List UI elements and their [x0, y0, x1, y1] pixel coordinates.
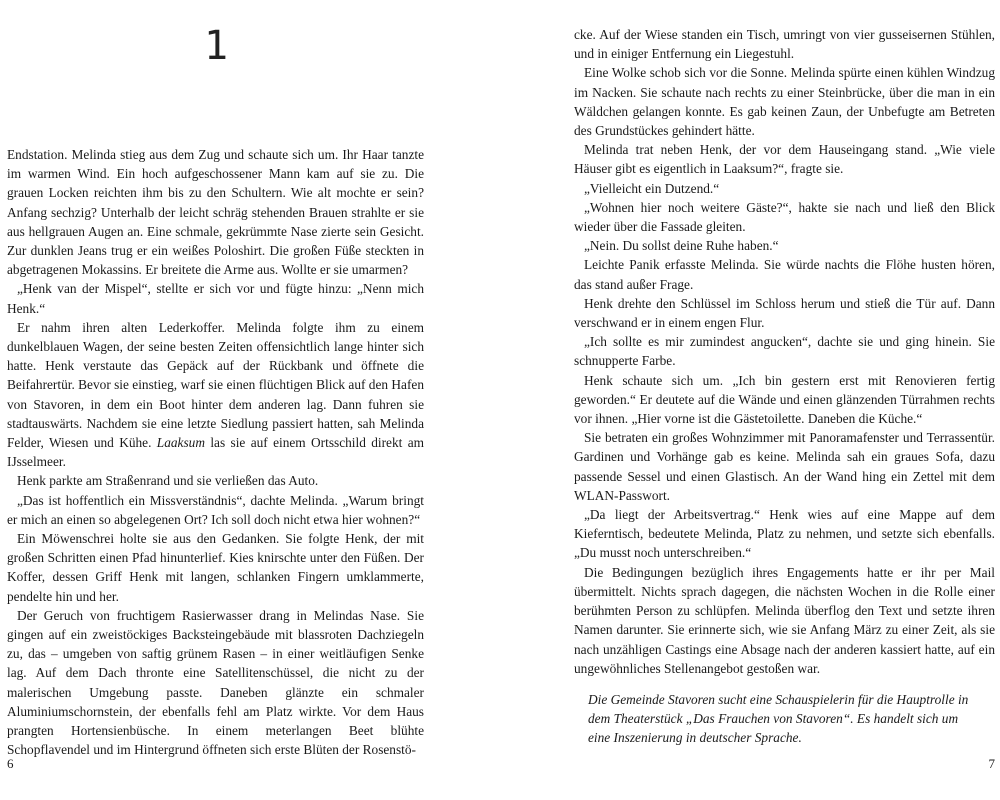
paragraph: Henk parkte am Straßenrand und sie verließen das Auto.	[17, 473, 319, 489]
left-text-column	[7, 145, 424, 760]
paragraph: cke. Auf der Wiese standen ein Tisch, umringt von vier gusseisernen Stühlen, und in einiger Entfernung ein Liegestuhl.	[574, 27, 995, 62]
paragraph: „Vielleicht ein Dutzend.“	[584, 180, 720, 196]
paragraph: „Wohnen hier noch weitere Gäste?“, hakte sie nach und ließ den Blick wieder über die Fassade gleiten.	[574, 199, 995, 235]
paragraph: Eine Wolke schob sich vor die Sonne. Melinda spürte einen kühlen Windzug im Nacken. Sie schaute nach rechts zu einer Steinbrücke, über die man in ein Wäldchen gelangen konnte. Es gab keinen Zaun, der Unbefugte am Betreten des Grundstückes gehindert hätte.	[574, 65, 995, 139]
paragraph	[7, 318, 424, 472]
paragraph: Henk schaute sich um. „Ich bin gestern erst mit Renovieren fertig geworden.“ Er deutete auf die Wände und einen glänzenden Türrahmen rechts vor ihnen. „Hier vorne ist die Gästetoilette. Daneben die Küche.“	[574, 372, 995, 427]
paragraph-text: Er nahm ihren alten Lederkoffer. Melinda folgte ihm zu einem dunkelblauen Wagen, der seine besten Zeiten offensichtlich lange hinter sich hatte. Henk verstaute das Gepäck auf der Rückbank und öffnete die Beifahrertür. Bevor sie einstieg, warf sie einen flüchtigen Blick auf den Hafen von Stavoren, in dem ein Boot hinter dem anderen lag. Dann fuhren sie stadtauswärts. Nachdem sie eine letzte Siedlung passiert hatten, sah Melinda Felder, Wiesen und Kühe.	[7, 319, 424, 451]
paragraph: „Henk van der Mispel“, stellte er sich vor und fügte hinzu: „Nenn mich Henk.“	[7, 281, 424, 316]
paragraph: Leichte Panik erfasste Melinda. Sie würde nachts die Flöhe husten hören, das stand außer Frage.	[574, 257, 995, 292]
place-name-italic: Laaksum	[156, 435, 205, 451]
paragraph-text-tail: las sie auf einem Ortsschild direkt am IJsselmeer.	[7, 435, 425, 470]
paragraph: „Ich sollte es mir zumindest angucken“, dachte sie und ging hinein. Sie schnupperte Farbe.	[574, 334, 995, 369]
right-page	[500, 0, 1000, 800]
paragraph: Melinda trat neben Henk, der vor dem Hauseingang stand. „Wie viele Häuser gibt es eigentlich in Laaksum?“, fragte sie.	[574, 142, 995, 177]
paragraph: Ein Möwenschrei holte sie aus den Gedanken. Sie folgte Henk, der mit großen Schritten einen Pfad hinunterlief. Kies knirschte unter den Füßen. Der Koffer, dessen Griff Henk mit langen, schlanken Fingern umklammerte, pendelte hin und her.	[7, 531, 424, 604]
job-advert-quote: Die Gemeinde Stavoren sucht eine Schauspielerin für die Hauptrolle in dem Theaterstück „Das Frauchen von Stavoren“. Es handelt sich um eine Inszenierung in deutscher Sprache.	[588, 691, 969, 746]
paragraph: Henk drehte den Schlüssel im Schloss herum und stieß die Tür auf. Dann verschwand er in einem engen Flur.	[574, 295, 995, 331]
paragraph: Sie betraten ein großes Wohnzimmer mit Panoramafenster und Terrassentür. Gardinen und Vorhänge gab es keine. Melinda sah ein graues Sofa, dazu passende Sessel und einen Glastisch. An der Wand hing ein Zettel mit dem WLAN-Passwort.	[574, 430, 995, 503]
paragraph: „Nein. Du sollst deine Ruhe haben.“	[584, 238, 779, 254]
paragraph: „Das ist hoffentlich ein Missverständnis“, dachte Melinda. „Warum bringt er mich an einen so abgelegenen Ort? Ich soll doch nicht etwa hier wohnen?“	[7, 492, 424, 527]
paragraph: Endstation. Melinda stieg aus dem Zug und schaute sich um. Ihr Haar tanzte im warmen Wind. Ein hoch aufgeschossener Mann kam auf sie zu. Die grauen Locken reichten ihm bis zu den Schultern. Wie alt mochte er sein? Anfang sechzig? Unterhalb der leicht schräg stehenden Brauen strahlte er sie aus hellgrauen Augen an. Eine schmale, gekrümmte Nase zierte sein Gesicht. Zur dunklen Jeans trug er ein weißes Poloshirt. Die großen Füße steckten in abgetragenen Mokassins. Er breitete die Arme aus. Wollte er sie umarmen?	[7, 147, 424, 278]
paragraph: Der Geruch von fruchtigem Rasierwasser drang in Melindas Nase. Sie gingen auf ein zweistöckiges Backsteingebäude mit blassroten Dachziegeln zu, das – umgeben von saftig grünem Rasen – in einer weitläufigen Senke lag. Auf dem Dach thronte eine Satellitenschüssel, die nicht zu der malerischen Umgebung passte. Daneben glänzte ein schmaler Aluminiumschornstein, der ebenfalls fehl am Platz wirkte. Vor dem Haus prangten Hortensienbüsche. In einem meterlangen Beet blühte Schopflavendel und im Hintergrund öffneten sich erste Blüten der Rosenstö-	[7, 607, 424, 758]
paragraph: Die Bedingungen bezüglich ihres Engagements hatte er ihr per Mail übermittelt. Nichts sprach dagegen, die nächsten Wochen in die Rolle einer berühmten Person zu schlüpfen. Melinda überflog den Text und setzte ihren Namen darunter. Sie erinnerte sich, wie sie Anfang März zu einer Zeit, als sie nach unzähligen Castings eine Absage nach der anderen kassiert hatte, auf ein ungewöhnliches Stellenangebot gestoßen war.	[574, 564, 995, 676]
page-number-right: 7	[988, 756, 995, 771]
page-number-left: 6	[7, 756, 14, 771]
paragraph: „Da liegt der Arbeitsvertrag.“ Henk wies auf eine Mappe auf dem Kieferntisch, bedeutete Melinda, Platz zu nehmen, und setzte sich ebenfalls. „Du musst noch unterschreiben.“	[574, 507, 995, 561]
right-text-column	[574, 25, 995, 748]
chapter-number: 1	[203, 23, 229, 69]
